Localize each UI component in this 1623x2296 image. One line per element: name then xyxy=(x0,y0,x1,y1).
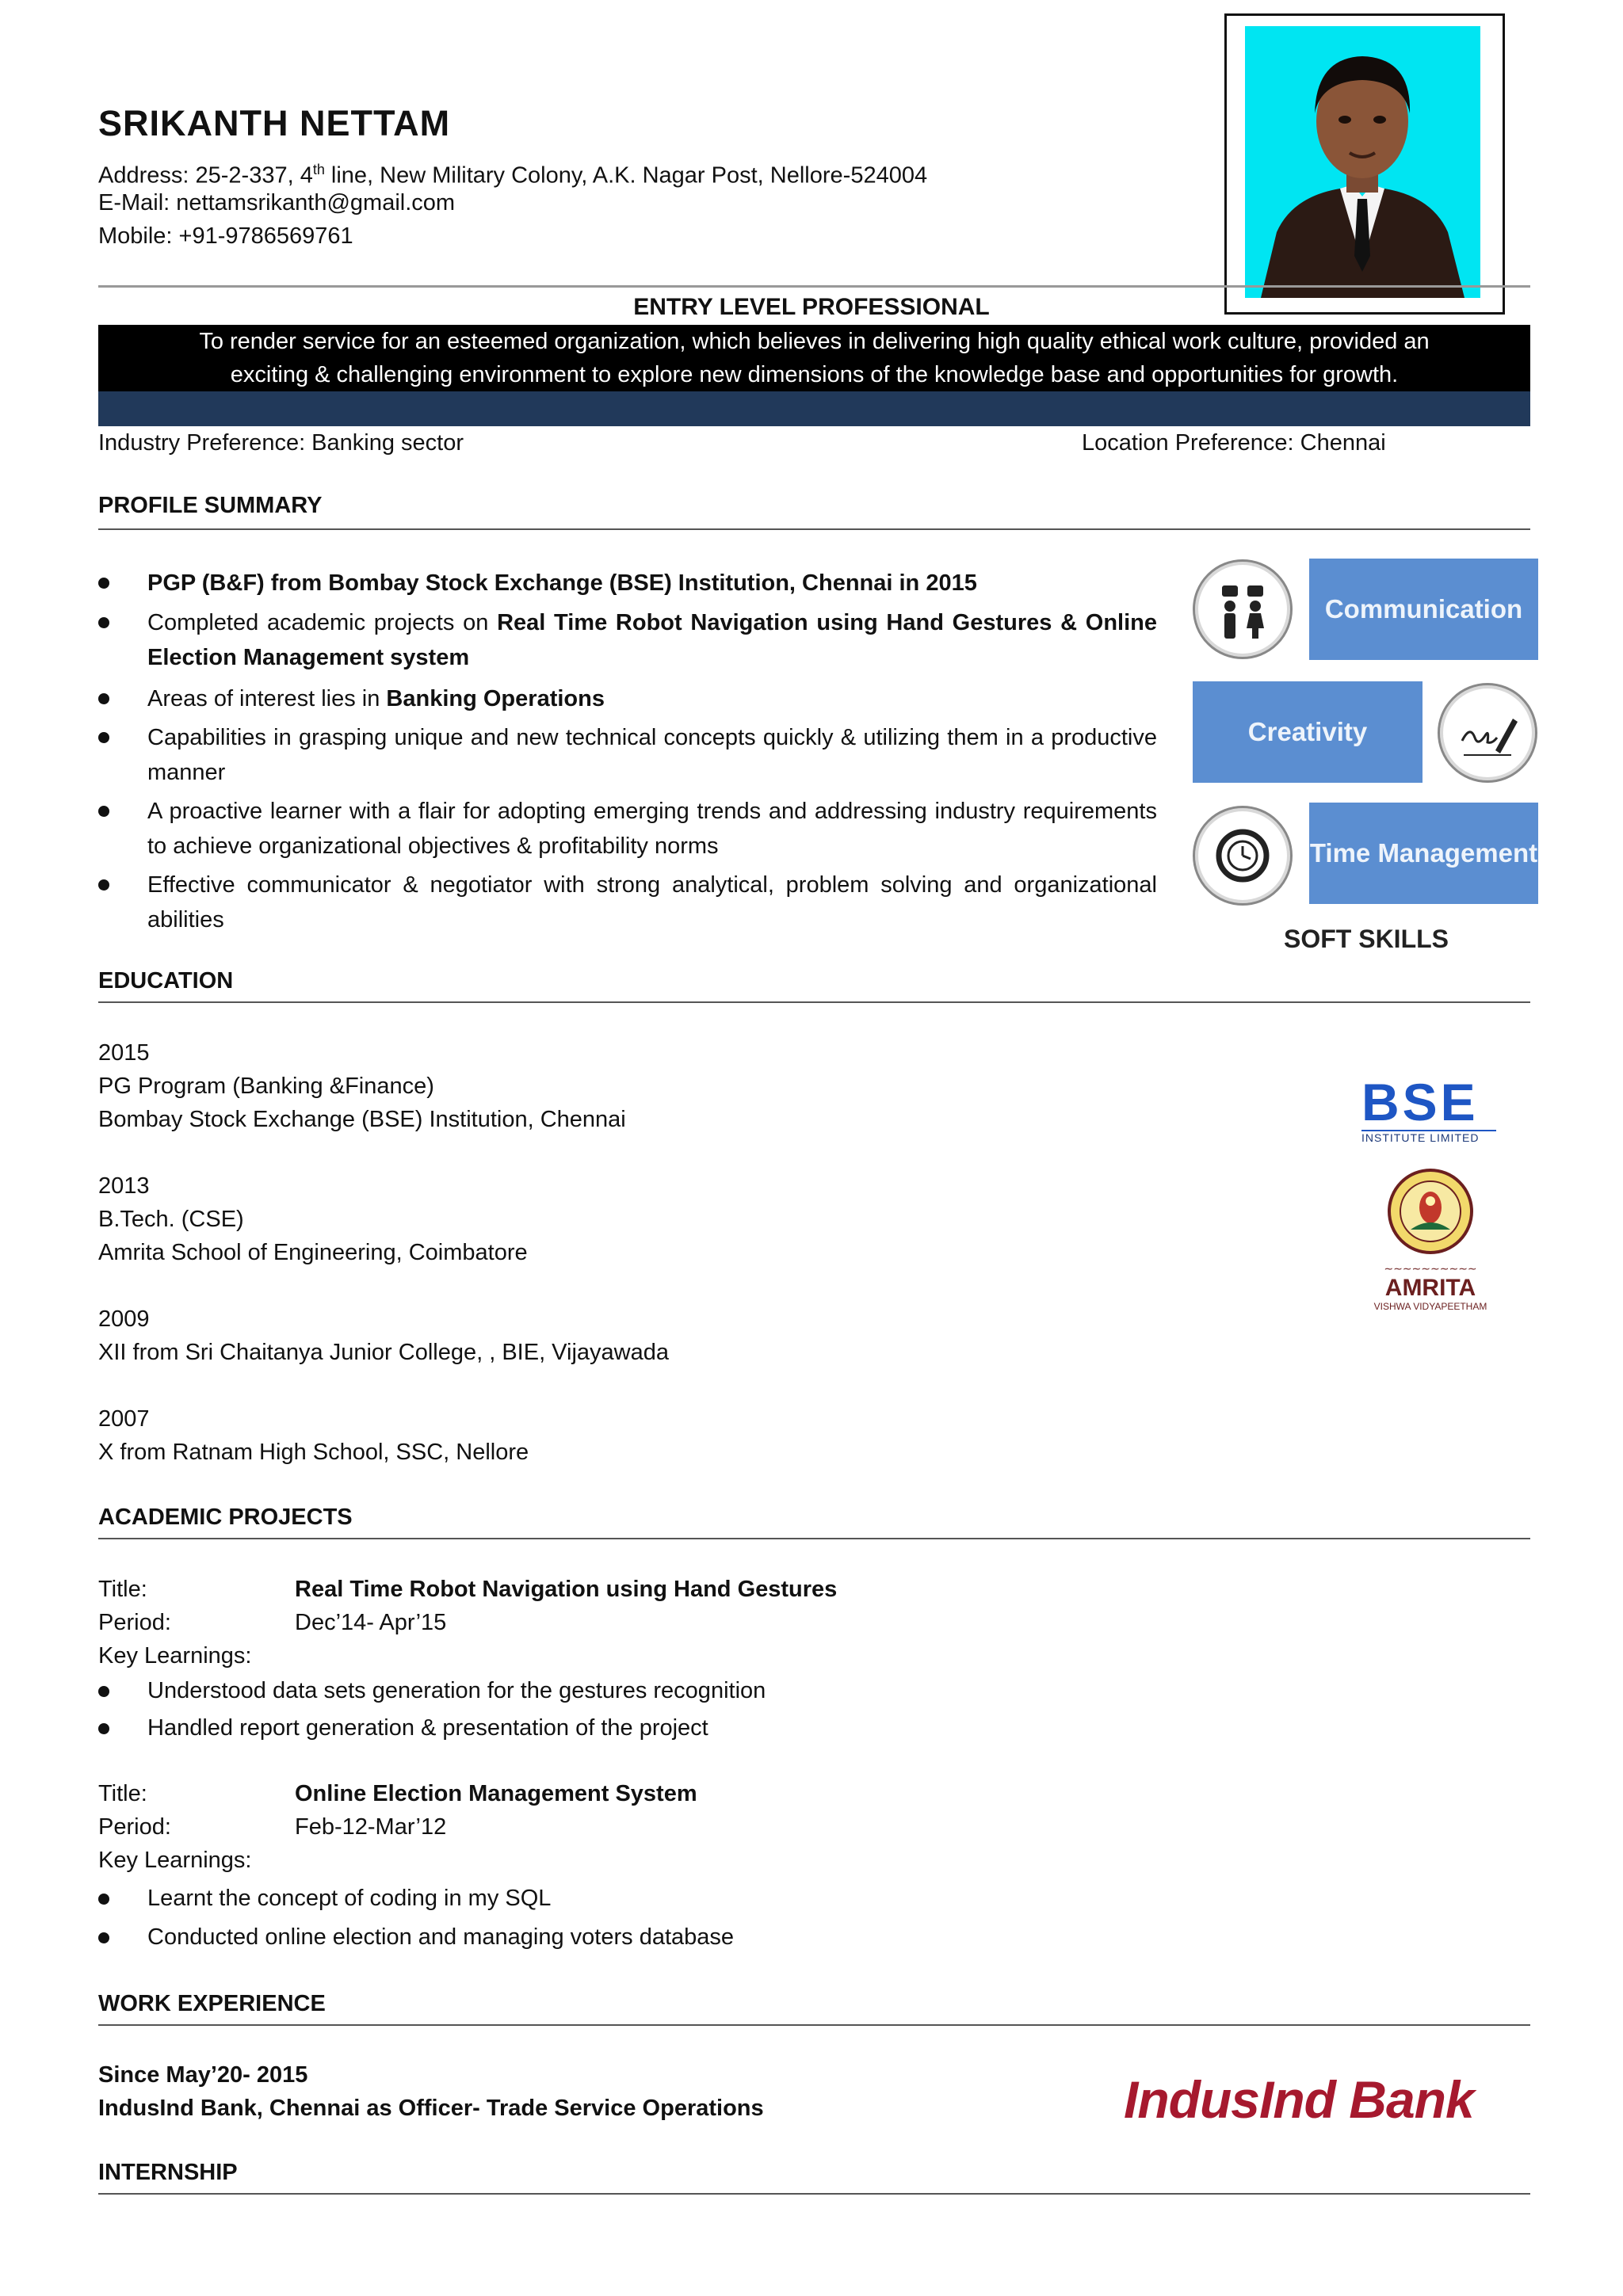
profile-summary-divider xyxy=(98,528,1530,530)
amrita-logo xyxy=(1363,1168,1498,1312)
work-role: IndusInd Bank, Chennai as Officer- Trade Service Operations xyxy=(98,2096,764,2121)
summary-item-interest-bold: Banking Operations xyxy=(386,686,605,711)
project-learning: Understood data sets generation for the gestures recognition xyxy=(147,1678,766,1703)
project-title-label: Title: xyxy=(98,1577,147,1602)
summary-item-interest xyxy=(147,681,1157,716)
bullet xyxy=(98,806,109,817)
address-suffix: line, New Military Colony, A.K. Nagar Post, Nellore-524004 xyxy=(324,162,928,189)
skill-time-management: Time Management xyxy=(1309,803,1538,904)
address-superscript: th xyxy=(312,162,325,177)
project-learnings-label: Key Learnings: xyxy=(98,1643,252,1669)
project-period: Dec’14- Apr’15 xyxy=(295,1610,447,1635)
summary-item-communicator: Effective communicator & negotiator with strong analytical, problem solving and organizational abilities xyxy=(147,872,1157,933)
bse-logo-text: BSE xyxy=(1361,1073,1479,1131)
candidate-name: SRIKANTH NETTAM xyxy=(98,103,451,143)
education-school: Bombay Stock Exchange (BSE) Institution, Chennai xyxy=(98,1107,626,1132)
education-detail: XII from Sri Chaitanya Junior College, , BIE, Vijayawada xyxy=(98,1340,669,1365)
summary-item-projects xyxy=(147,605,1157,675)
summary-item-learner: A proactive learner with a flair for adopting emerging trends and addressing industry requirements to achieve organizational objectives & profitability norms xyxy=(147,799,1157,859)
project-learnings-label: Key Learnings: xyxy=(98,1848,252,1873)
skill-communication: Communication xyxy=(1309,559,1538,660)
work-since: Since May’20- 2015 xyxy=(98,2062,308,2088)
bullet xyxy=(98,879,109,891)
internship-heading: INTERNSHIP xyxy=(98,2160,238,2185)
education-divider xyxy=(98,1001,1530,1003)
location-preference: Location Preference: Chennai xyxy=(1082,430,1386,456)
education-degree: PG Program (Banking &Finance) xyxy=(98,1074,434,1099)
bullet xyxy=(98,693,109,704)
summary-item-pgp: PGP (B&F) from Bombay Stock Exchange (BSE) Institution, Chennai in 2015 xyxy=(147,570,977,596)
bullet xyxy=(98,732,109,743)
mobile: Mobile: +91-9786569761 xyxy=(98,223,353,249)
amrita-emblem-icon xyxy=(1387,1168,1474,1255)
education-detail: X from Ratnam High School, SSC, Nellore xyxy=(98,1440,529,1465)
industry-preference: Industry Preference: Banking sector xyxy=(98,430,464,456)
amrita-script-line: ∼∼∼∼∼∼∼∼∼∼ xyxy=(1384,1262,1477,1275)
soft-skills-caption: SOFT SKILLS xyxy=(1284,925,1449,953)
address-prefix: Address: 25-2-337, 4 xyxy=(98,162,313,189)
education-year: 2009 xyxy=(98,1306,150,1332)
bullet xyxy=(98,1894,109,1905)
objective-line-1: To render service for an esteemed organization, which believes in delivering high quality ethical work culture, provided an xyxy=(199,329,1430,354)
project-period: Feb-12-Mar’12 xyxy=(295,1814,447,1840)
bullet xyxy=(98,1686,109,1697)
project-learning: Conducted online election and managing voters database xyxy=(147,1924,735,1950)
project-title: Online Election Management System xyxy=(295,1781,697,1806)
skill-creativity: Creativity xyxy=(1193,681,1423,783)
pen-signature-icon xyxy=(1438,683,1537,783)
bse-logo xyxy=(1361,1074,1496,1144)
objective-accent-bar xyxy=(98,391,1530,426)
project-period-label: Period: xyxy=(98,1610,171,1635)
clock-icon xyxy=(1193,806,1293,906)
project-learning: Handled report generation & presentation of the project xyxy=(147,1715,708,1741)
project-period-label: Period: xyxy=(98,1814,171,1840)
education-year: 2015 xyxy=(98,1040,150,1066)
objective-banner xyxy=(98,325,1530,391)
email[interactable]: E-Mail: nettamsrikanth@gmail.com xyxy=(98,190,456,215)
bullet xyxy=(98,578,109,589)
education-year: 2013 xyxy=(98,1173,150,1199)
bullet xyxy=(98,617,109,628)
summary-item-capabilities: Capabilities in grasping unique and new technical concepts quickly & utilizing them in a productive manner xyxy=(147,725,1157,785)
objective-title: ENTRY LEVEL PROFESSIONAL xyxy=(633,294,990,320)
objective-line-2: exciting & challenging environment to explore new dimensions of the knowledge base and opportunities for growth. xyxy=(230,362,1399,387)
project-title-label: Title: xyxy=(98,1781,147,1806)
project-learning: Learnt the concept of coding in my SQL xyxy=(147,1886,552,1911)
amrita-logo-subtext: VISHWA VIDYAPEETHAM xyxy=(1373,1301,1487,1312)
internship-divider xyxy=(98,2193,1530,2195)
work-heading: WORK EXPERIENCE xyxy=(98,1991,326,2016)
projects-heading: ACADEMIC PROJECTS xyxy=(98,1505,353,1530)
summary-item-projects-text: Completed academic projects on xyxy=(147,610,498,635)
profile-photo xyxy=(1245,26,1480,298)
projects-divider xyxy=(98,1538,1530,1539)
project-title: Real Time Robot Navigation using Hand Gestures xyxy=(295,1577,838,1602)
education-school: Amrita School of Engineering, Coimbatore xyxy=(98,1240,528,1265)
people-talking-icon xyxy=(1193,559,1293,659)
bullet xyxy=(98,1723,109,1734)
bullet xyxy=(98,1932,109,1943)
summary-item-projects-bold: Real Time Robot Navigation using Hand Gestures & Online Election Management system xyxy=(147,610,1157,670)
education-year: 2007 xyxy=(98,1406,150,1432)
summary-item-interest-text: Areas of interest lies in xyxy=(147,686,387,711)
amrita-logo-text: AMRITA xyxy=(1384,1275,1476,1301)
education-heading: EDUCATION xyxy=(98,968,234,994)
bse-logo-subtext: INSTITUTE LIMITED xyxy=(1361,1130,1496,1144)
work-divider xyxy=(98,2024,1530,2026)
header-divider xyxy=(98,285,1530,288)
education-degree: B.Tech. (CSE) xyxy=(98,1207,244,1232)
profile-summary-heading: PROFILE SUMMARY xyxy=(98,493,323,518)
indusind-bank-logo: IndusInd Bank xyxy=(1124,2070,1474,2129)
